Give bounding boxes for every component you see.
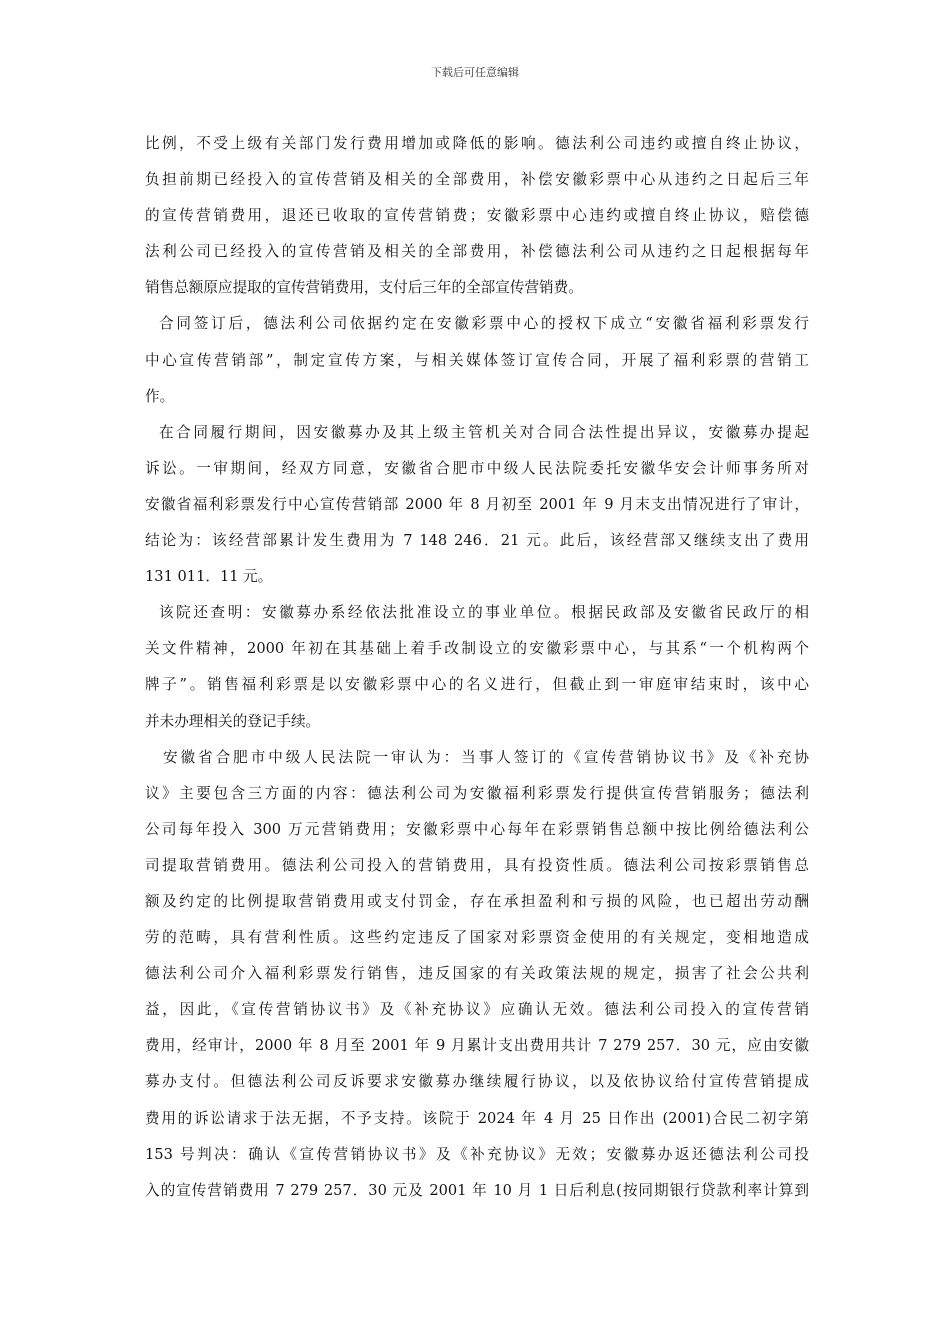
text-line: 结论为：该经营部累计发生费用为 7 148 246．21 元。此后，该经营部又继续支出了费用 xyxy=(145,532,809,550)
text-line: 销售总额原应提取的宣传营销费用，支付后三年的全部宣传营销费。 xyxy=(145,279,583,297)
text-line: 劳的范畴，具有营利性质。这些约定违反了国家对彩票资金使用的有关规定，变相地造成 xyxy=(145,929,809,947)
text-line: 安徽省合肥市中级人民法院一审认为：当事人签订的《宣传营销协议书》及《补充协 xyxy=(163,748,809,766)
text-line: 在合同履行期间，因安徽募办及其上级主管机关对合同合法性提出异议，安徽募办提起 xyxy=(159,423,809,441)
text-line: 公司每年投入 300 万元营销费用；安徽彩票中心每年在彩票销售总额中按比例给德法利公 xyxy=(145,820,809,838)
text-line: 负担前期已经投入的宣传营销及相关的全部费用，补偿安徽彩票中心从违约之日起后三年 xyxy=(145,171,809,189)
text-line: 法利公司已经投入的宣传营销及相关的全部费用，补偿德法利公司从违约之日起根据每年 xyxy=(145,243,809,261)
text-line: 131 011．11 元。 xyxy=(145,568,273,586)
text-line: 该院还查明：安徽募办系经依法批准设立的事业单位。根据民政部及安徽省民政厅的相 xyxy=(159,604,809,622)
text-line: 合同签订后，德法利公司依据约定在安徽彩票中心的授权下成立“安徽省福利彩票发行 xyxy=(159,315,809,333)
text-line: 比例，不受上级有关部门发行费用增加或降低的影响。德法利公司违约或擅自终止协议， xyxy=(145,135,809,152)
text-line: 中心宣传营销部”，制定宣传方案，与相关媒体签订宣传合同，开展了福利彩票的营销工 xyxy=(145,351,809,369)
document-body xyxy=(145,126,809,1209)
text-line: 牌子”。销售福利彩票是以安徽彩票中心的名义进行，但截止到一审庭审结束时，该中心 xyxy=(145,676,809,694)
text-line: 额及约定的比例提取营销费用或支付罚金，存在承担盈利和亏损的风险，也已超出劳动酬 xyxy=(145,892,809,910)
text-line: 关文件精神，2000 年初在其基础上着手改制设立的安徽彩票中心，与其系“一个机构两个 xyxy=(145,640,809,658)
text-line: 费用，经审计，2000 年 8 月至 2001 年 9 月累计支出费用共计 7 279 257．30 元，应由安徽 xyxy=(145,1037,809,1055)
text-line: 作。 xyxy=(145,387,175,405)
page-header: 下载后可任意编辑 xyxy=(431,66,519,79)
text-line: 诉讼。一审期间，经双方同意，安徽省合肥市中级人民法院委托安徽华安会计师事务所对 xyxy=(145,459,809,477)
text-line: 费用的诉讼请求于法无据，不予支持。该院于 2024 年 4 月 25 日作出 (2001)合民二初字第 xyxy=(145,1109,809,1127)
text-line: 募办支付。但德法利公司反诉要求安徽募办继续履行协议，以及依协议给付宣传营销提成 xyxy=(145,1073,809,1091)
text-line: 的宣传营销费用，退还已收取的宣传营销费；安徽彩票中心违约或擅自终止协议，赔偿德 xyxy=(145,207,809,225)
text-line: 安徽省福利彩票发行中心宣传营销部 2000 年 8 月初至 2001 年 9 月末支出情况进行了审计， xyxy=(145,495,809,513)
text-line: 益，因此，《宣传营销协议书》及《补充协议》应确认无效。德法利公司投入的宣传营销 xyxy=(145,1001,809,1019)
text-line: 德法利公司介入福利彩票发行销售，违反国家的有关政策法规的规定，损害了社会公共利 xyxy=(145,965,809,983)
text-line: 司提取营销费用。德法利公司投入的营销费用，具有投资性质。德法利公司按彩票销售总 xyxy=(145,856,809,874)
text-line: 议》主要包含三方面的内容：德法利公司为安徽福利彩票发行提供宣传营销服务；德法利 xyxy=(145,784,809,802)
text-line: 并未办理相关的登记手续。 xyxy=(145,712,321,730)
text-line: 153 号判决：确认《宣传营销协议书》及《补充协议》无效；安徽募办返还德法利公司投 xyxy=(145,1145,809,1163)
text-line: 入的宣传营销费用 7 279 257．30 元及 2001 年 10 月 1 日后利息(按同期银行贷款利率计算到 xyxy=(145,1181,809,1199)
